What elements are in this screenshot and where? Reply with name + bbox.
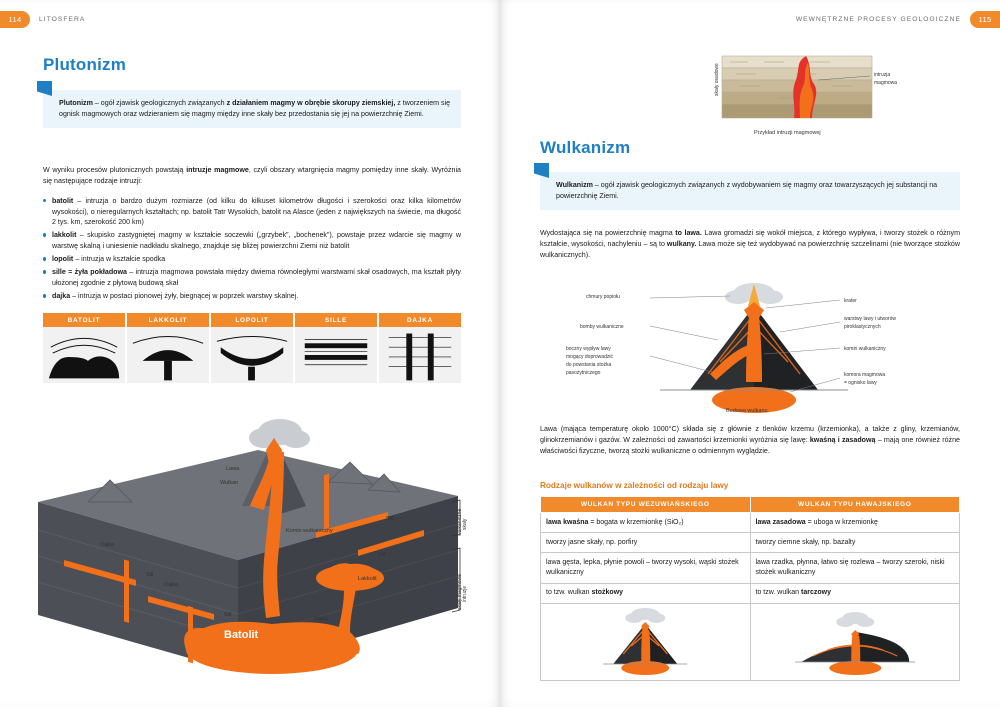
list-item-text: – intruzja w postaci pionowej żyły, biegnącej w poprzek warstwy skalnej. [70,292,299,301]
flag-marker-icon [38,81,52,96]
intrusion-figure-batolit [43,327,125,383]
svg-text:Dajka: Dajka [100,542,115,548]
intrusion-header: LOPOLIT [211,313,293,327]
definition-term: Wulkanizm [556,181,593,189]
svg-text:komora magmowa: komora magmowa [844,372,886,378]
svg-text:skały magmowe: skały magmowe [457,574,463,610]
svg-text:intruzje: intruzje [462,585,468,602]
list-item-text: – skupisko zastygniętej magmy w kształcie soczewki („grzybek”, „bochenek”), powstaje przez wdarcie się magmy w warstwę skalną i uniesienie nadkładu skalnego, znajduje się bliżej powierzchni Ziemi niż batolit [52,231,461,251]
list-item-text: – intruzja w kształcie spodka [73,255,166,264]
svg-text:skały osadowe: skały osadowe [714,63,720,96]
list-item-text: – intruzja magmowa powstała między dwiema równoległymi warstwami skał osadowych, ma kształt płyty ułożonej zgodnie z płytową budową skał [52,268,461,287]
svg-text:Dajka: Dajka [164,582,179,588]
intrusion-shapes-table [43,313,461,383]
definition-text-1: – ogół zjawisk geologicznych związanych [92,99,227,107]
svg-text:magmowa: magmowa [874,80,898,86]
figure-intrusion-example [700,50,950,140]
svg-text:Wulkan: Wulkan [220,480,239,486]
svg-text:bomby wulkaniczne: bomby wulkaniczne [580,324,624,330]
svg-text:warstwy lawy i utworów: warstwy lawy i utworów [844,316,896,322]
svg-text:Komin wulkaniczny: Komin wulkaniczny [286,528,333,534]
svg-text:pasożytniczego: pasożytniczego [566,370,601,376]
list-item-term: batolit [52,197,74,205]
svg-text:Sill: Sill [146,572,154,578]
intrusion-col-sille [295,313,377,383]
running-head-left-label: LITOSFERA [39,16,86,23]
list-item [43,267,461,288]
svg-text:Dajka: Dajka [314,616,329,622]
lava-table-title: Rodzaje wulkanów w zależności od rodzaju lawy [540,481,729,490]
svg-text:skały: skały [462,518,468,530]
figure-volcano-structure [540,278,960,418]
svg-text:wulkaniczne: wulkaniczne [457,508,463,536]
svg-text:Sill: Sill [386,516,394,522]
svg-text:piroklastycznych: piroklastycznych [844,324,881,330]
ash-cloud-icon [249,419,310,448]
page-title-plutonizm: Plutonizm [43,55,127,74]
plutonizm-section [43,55,463,75]
intrusion-figure-sille [295,327,377,383]
lava-types-table [540,496,960,681]
table-cell: to tzw. wulkan tarczowy [750,583,960,603]
intrusion-col-lopolit [211,313,293,383]
table-cell: lawa zasadowa = uboga w krzemionkę [750,513,960,533]
definition-text-2: z tworzeniem się ognisk magmowych oraz wdzieraniem się magmy między inne skały bez przedostania się jej na powierzchnię Ziemi. [59,99,451,118]
page-title-wulkanizm: Wulkanizm [540,138,631,157]
intrusion-figure-dajka [379,327,461,383]
intrusion-header: DAJKA [379,313,461,327]
list-item [43,291,461,302]
figure-caption: Przykład intruzji magmowej [754,130,821,136]
figure-stratovolcano [541,603,751,680]
svg-text:mogący doprowadzić: mogący doprowadzić [566,354,613,360]
svg-text:chmury popiołu: chmury popiołu [586,294,620,300]
intro-paragraph: W wyniku procesów plutonicznych powstają intruzje magmowe, czyli obszary wtargnięcia magmy pomiędzy inne skały. Wyróżnia się następujące rodzaje intruzji: [43,166,461,185]
definition-box-plutonizm [43,90,461,128]
figure-shield-volcano [750,603,960,680]
list-item-term: lakkolit [52,231,77,240]
definition-text: – ogół zjawisk geologicznych związanych z wydobywaniem się magmy oraz towarzyszących jej substancji na powierzchnię Ziemi. [556,181,938,200]
table-cell: lawa kwaśna = bogata w krzemionkę (SiO₂) [541,513,751,533]
svg-text:boczny wypływ lawy: boczny wypływ lawy [566,346,611,352]
svg-text:intruzja: intruzja [874,72,891,78]
intrusion-header: SILLE [295,313,377,327]
list-item-term: lopolit [52,255,74,264]
figure-caption: Budowa wulkanu [726,408,768,414]
list-item-term: dajka [52,292,71,301]
svg-text:= ognisko lawy: = ognisko lawy [844,380,877,386]
intrusion-figure-lopolit [211,327,293,383]
table-cell: tworzy ciemne skały, np. bazalty [750,533,960,553]
intrusion-col-batolit [43,313,125,383]
svg-text:Lakkolit: Lakkolit [358,576,377,582]
paragraph-sklad-lawy: Lawa (mająca temperaturę około 1000°C) składa się z głównie z tlenków krzemu (krzemionka), a także z gliny, krzemianów, glinokrzemianów i gazów. W zależności od zawartości krzemionki wyróżnia się lawę: kwaśną i zasadową – mają one również różne właściwości fizyczne, tworzą stożki wulkaniczne o odmiennym wyglądzie. [540,425,960,455]
page-number-right: 115 [970,11,1000,28]
intrusion-header: LAKKOLIT [127,313,209,327]
table-row [541,513,960,533]
paragraph-lawa: Wydostająca się na powierzchnię magma to lawa. Lawa gromadzi się wokół miejsca, z którego wypływa, i tworzy stożek o różnym kształcie, wysokości, nachyleniu – są to wulkany. Lawa może się też wydobywać na powierzchnię szczelinami (nie tworzące stożków wulkanicznych). [540,229,960,259]
svg-text:do powstania stożka: do powstania stożka [566,362,612,368]
running-head-right-label: WEWNĘTRZNE PROCESY GEOLOGICZNE [795,16,961,23]
list-item-term: sille = żyła pokładowa [52,268,127,277]
list-item [43,230,461,251]
intrusion-types-list [43,196,461,302]
left-running-head [0,11,85,28]
table-row [541,553,960,583]
list-item-text: – intruzja o bardzo dużym rozmiarze (od kilku do kilkuset kilometrów długości i szerokości oraz kilka kilometrów wysokości), o nieregularnych kształtach; np. batolit Tatr Wysokich, batolit na Alasce (jeden z największych na świecie, ma długość 2 tys. km, szerokość 200 km) [52,197,461,227]
flag-marker-icon [535,163,549,178]
intrusion-figure-lakkolit [127,327,209,383]
table-cell: to tzw. wulkan stożkowy [541,583,751,603]
lava-table-header-hawajski: WULKAN TYPU HAWAJSKIEGO [750,497,960,513]
table-row [541,533,960,553]
table-cell: lawa rzadka, płynna, łatwo się rozlewa – tworzy szeroki, niski stożek wulkaniczny [750,553,960,583]
definition-bold-1: z działaniem magmy w obrębie skorupy ziemskiej, [226,99,396,107]
svg-text:Batolit: Batolit [224,629,259,641]
list-item [43,254,461,265]
table-row-figures [541,603,960,680]
intrusion-header: BATOLIT [43,313,125,327]
page-number-left: 114 [0,11,30,28]
svg-text:Lawa: Lawa [226,466,240,472]
svg-text:komin wulkaniczny: komin wulkaniczny [844,346,886,352]
intrusion-col-lakkolit [127,313,209,383]
table-cell: tworzy jasne skały, np. porfiry [541,533,751,553]
svg-text:Sill: Sill [224,612,232,618]
intrusion-col-dajka [379,313,461,383]
definition-term: Plutonizm [59,99,93,107]
right-running-head [796,11,1000,28]
lava-table-header-wezuwianski: WULKAN TYPU WEZUWIAŃSKIEGO [541,497,751,513]
block-diagram-plutonizm [28,410,468,680]
svg-text:Sill: Sill [378,552,386,558]
table-cell: lawa gęsta, lepka, płynie powoli – tworzy wysoki, wąski stożek wulkaniczny [541,553,751,583]
list-item [43,196,461,228]
table-row [541,583,960,603]
definition-box-wulkanizm [540,172,960,210]
svg-text:krater: krater [844,298,857,304]
right-page [500,0,1000,707]
